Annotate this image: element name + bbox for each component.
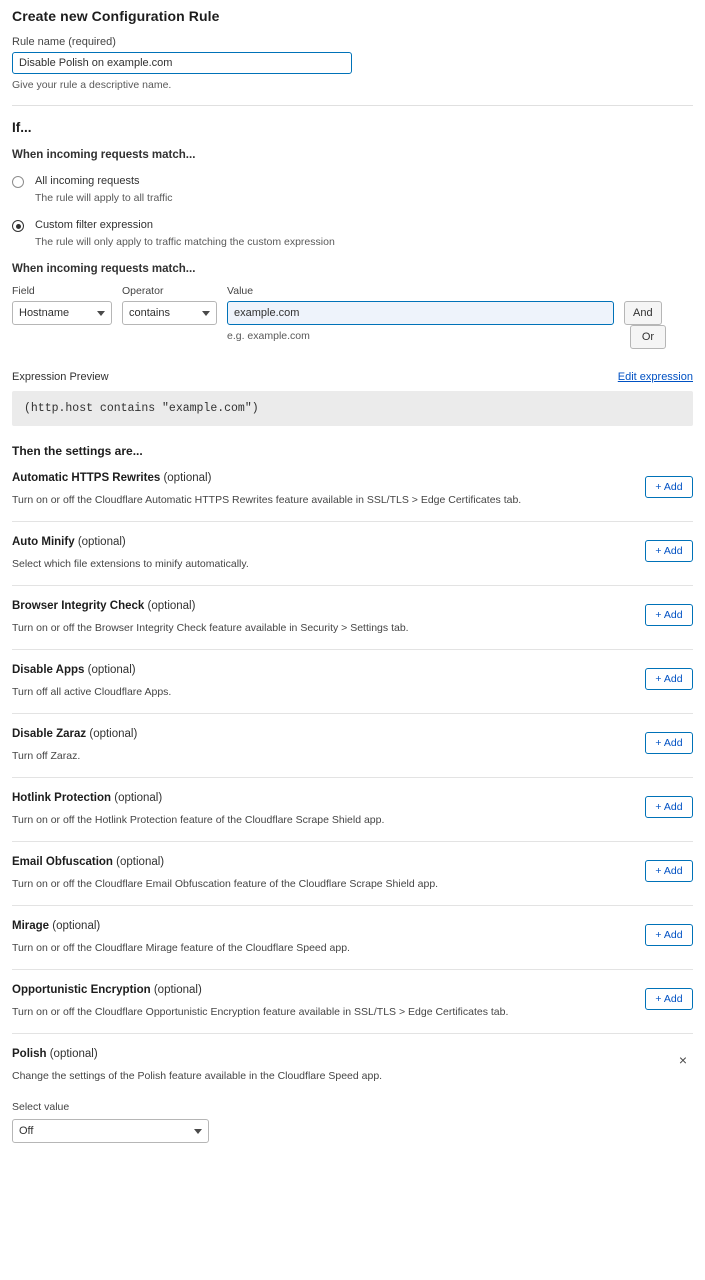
add-button[interactable]: + Add bbox=[645, 604, 693, 626]
chevron-down-icon bbox=[202, 311, 210, 316]
field-select[interactable] bbox=[12, 301, 112, 325]
setting-opportunistic-encryption bbox=[12, 970, 693, 1034]
operator-column bbox=[122, 285, 217, 325]
setting-optional: (optional) bbox=[52, 920, 101, 932]
setting-disable-zaraz bbox=[12, 714, 693, 778]
chevron-down-icon bbox=[194, 1129, 202, 1134]
setting-description: Turn on or off the Cloudflare Automatic HTTPS Rewrites feature available in SSL/TLS > Edge Certificates tab. bbox=[12, 494, 522, 506]
add-button[interactable]: + Add bbox=[645, 924, 693, 946]
value-label: Value bbox=[227, 285, 254, 297]
setting-title bbox=[12, 664, 693, 676]
match-heading: When incoming requests match... bbox=[12, 149, 196, 161]
setting-auto-minify bbox=[12, 522, 693, 586]
divider bbox=[12, 105, 693, 106]
radio-custom-label: Custom filter expression bbox=[35, 219, 153, 231]
setting-optional: (optional) bbox=[153, 984, 202, 996]
setting-description: Turn on or off the Cloudflare Mirage feature of the Cloudflare Speed app. bbox=[12, 942, 350, 954]
add-button[interactable]: + Add bbox=[645, 988, 693, 1010]
setting-name: Polish bbox=[12, 1048, 47, 1060]
radio-custom-filter-expression[interactable] bbox=[12, 219, 693, 249]
add-button[interactable]: + Add bbox=[645, 540, 693, 562]
setting-disable-apps bbox=[12, 650, 693, 714]
rule-name-input[interactable] bbox=[12, 52, 352, 74]
setting-optional: (optional) bbox=[163, 472, 212, 484]
setting-name: Browser Integrity Check bbox=[12, 600, 145, 612]
setting-browser-integrity-check bbox=[12, 586, 693, 650]
setting-description: Turn on or off the Cloudflare Opportunistic Encryption feature available in SSL/TLS > Edge Certificates tab. bbox=[12, 1006, 509, 1018]
setting-optional: (optional) bbox=[87, 664, 136, 676]
setting-optional: (optional) bbox=[89, 728, 138, 740]
field-label: Field bbox=[12, 285, 35, 297]
rule-name-helper: Give your rule a descriptive name. bbox=[12, 79, 172, 91]
or-button[interactable]: Or bbox=[630, 325, 666, 349]
setting-name: Hotlink Protection bbox=[12, 792, 112, 804]
expression-preview-label: Expression Preview bbox=[12, 371, 109, 383]
setting-name: Disable Zaraz bbox=[12, 728, 87, 740]
radio-all-label: All incoming requests bbox=[35, 175, 140, 187]
operator-select-value: contains bbox=[129, 307, 170, 319]
setting-title bbox=[12, 472, 693, 484]
expression-builder-row bbox=[12, 285, 693, 349]
setting-description: Turn on or off the Browser Integrity Check feature available in Security > Settings tab. bbox=[12, 622, 409, 634]
rule-name-label: Rule name (required) bbox=[12, 36, 116, 48]
value-column bbox=[227, 285, 614, 342]
add-button[interactable]: + Add bbox=[645, 860, 693, 882]
setting-mirage bbox=[12, 906, 693, 970]
setting-name: Automatic HTTPS Rewrites bbox=[12, 472, 161, 484]
add-button[interactable]: + Add bbox=[645, 732, 693, 754]
setting-name: Opportunistic Encryption bbox=[12, 984, 151, 996]
setting-title bbox=[12, 536, 693, 548]
setting-automatic-https-rewrites bbox=[12, 458, 693, 522]
expression-preview-header bbox=[12, 371, 693, 383]
add-button[interactable]: + Add bbox=[645, 476, 693, 498]
radio-custom-desc: The rule will only apply to traffic matching the custom expression bbox=[35, 236, 335, 248]
polish-select-label: Select value bbox=[12, 1101, 70, 1113]
setting-optional: (optional) bbox=[114, 792, 163, 804]
add-button[interactable]: + Add bbox=[645, 796, 693, 818]
setting-title bbox=[12, 920, 693, 932]
operator-label: Operator bbox=[122, 285, 164, 297]
field-select-value: Hostname bbox=[19, 307, 70, 319]
radio-all-desc: The rule will apply to all traffic bbox=[35, 192, 173, 204]
then-heading: Then the settings are... bbox=[12, 444, 143, 458]
edit-expression-link[interactable]: Edit expression bbox=[617, 371, 693, 383]
setting-title bbox=[12, 1048, 693, 1060]
setting-title bbox=[12, 728, 693, 740]
radio-icon-unchecked[interactable] bbox=[12, 176, 24, 188]
setting-optional: (optional) bbox=[116, 856, 165, 868]
setting-description: Change the settings of the Polish feature available in the Cloudflare Speed app. bbox=[12, 1070, 383, 1082]
setting-name: Email Obfuscation bbox=[12, 856, 113, 868]
setting-optional: (optional) bbox=[147, 600, 196, 612]
setting-description: Turn off all active Cloudflare Apps. bbox=[12, 686, 172, 698]
setting-name: Disable Apps bbox=[12, 664, 85, 676]
expression-builder-heading: When incoming requests match... bbox=[12, 263, 196, 275]
setting-polish bbox=[12, 1034, 693, 1156]
radio-all-incoming-requests[interactable] bbox=[12, 175, 693, 205]
polish-value-select[interactable] bbox=[12, 1119, 209, 1143]
setting-description: Turn off Zaraz. bbox=[12, 750, 81, 762]
field-column bbox=[12, 285, 112, 325]
radio-icon-checked[interactable] bbox=[12, 220, 24, 232]
setting-name: Auto Minify bbox=[12, 536, 75, 548]
expression-preview-box: (http.host contains "example.com") bbox=[12, 391, 693, 426]
setting-title bbox=[12, 856, 693, 868]
polish-value-select-value: Off bbox=[19, 1125, 34, 1137]
setting-email-obfuscation bbox=[12, 842, 693, 906]
setting-title bbox=[12, 984, 693, 996]
setting-optional: (optional) bbox=[77, 536, 126, 548]
setting-description: Select which file extensions to minify automatically. bbox=[12, 558, 249, 570]
add-button[interactable]: + Add bbox=[645, 668, 693, 690]
setting-title bbox=[12, 600, 693, 612]
setting-description: Turn on or off the Hotlink Protection feature of the Cloudflare Scrape Shield app. bbox=[12, 814, 385, 826]
setting-optional: (optional) bbox=[49, 1048, 98, 1060]
logic-buttons bbox=[624, 285, 683, 349]
close-icon[interactable]: × bbox=[678, 1052, 688, 1068]
value-input[interactable] bbox=[227, 301, 614, 325]
if-heading: If... bbox=[12, 120, 32, 135]
value-hint: e.g. example.com bbox=[227, 330, 310, 342]
setting-hotlink-protection bbox=[12, 778, 693, 842]
setting-description: Turn on or off the Cloudflare Email Obfuscation feature of the Cloudflare Scrape Shield app. bbox=[12, 878, 439, 890]
setting-name: Mirage bbox=[12, 920, 50, 932]
operator-select[interactable] bbox=[122, 301, 217, 325]
setting-title bbox=[12, 792, 693, 804]
and-button[interactable]: And bbox=[624, 301, 662, 325]
configuration-rule-page bbox=[0, 8, 705, 1156]
page-title: Create new Configuration Rule bbox=[12, 8, 220, 24]
chevron-down-icon bbox=[97, 311, 105, 316]
